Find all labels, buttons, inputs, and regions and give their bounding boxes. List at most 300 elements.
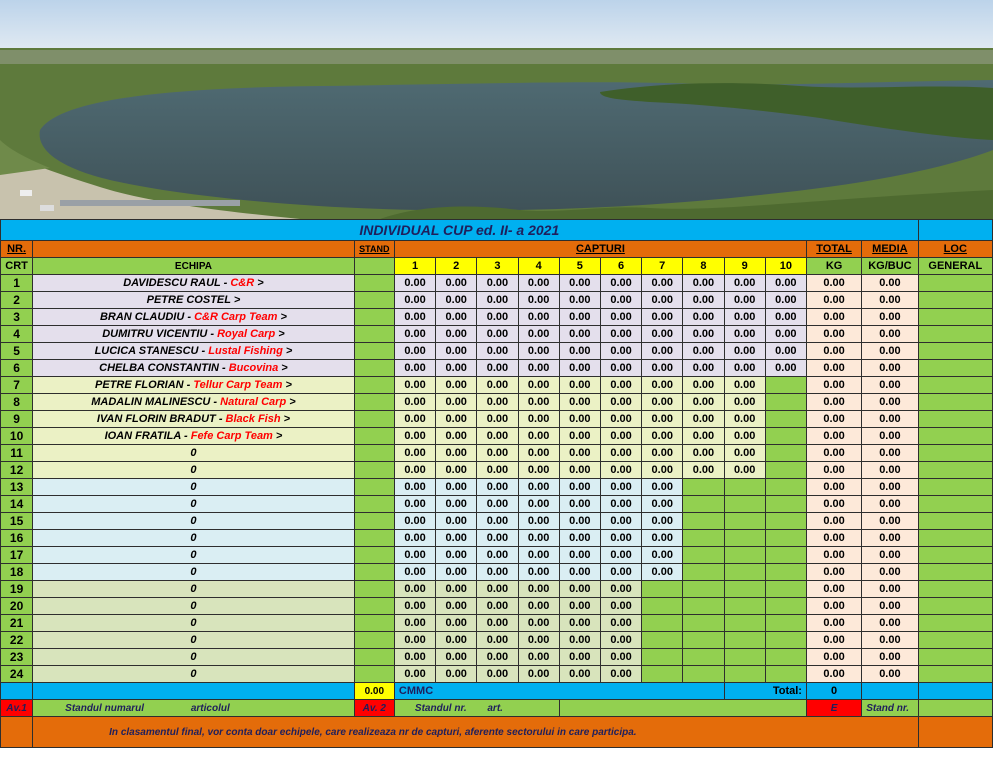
table-row — [1, 530, 993, 547]
capture-cell: 0.00 — [477, 632, 518, 649]
capture-cell: 0.00 — [518, 445, 559, 462]
empty-capture-cell — [642, 598, 683, 615]
capture-cell: 0.00 — [559, 275, 600, 292]
participant-name-cell — [33, 666, 355, 683]
capture-cell: 0.00 — [477, 377, 518, 394]
participant-name: 0 — [190, 446, 197, 459]
capture-cell: 0.00 — [600, 462, 641, 479]
capture-cell: 0.00 — [724, 292, 765, 309]
capture-cell: 0.00 — [683, 428, 724, 445]
empty-capture-cell — [724, 615, 765, 632]
capture-cell: 0.00 — [683, 275, 724, 292]
media-cell: 0.00 — [862, 394, 918, 411]
empty-capture-cell — [765, 411, 806, 428]
capture-cell: 0.00 — [724, 377, 765, 394]
capture-cell: 0.00 — [559, 530, 600, 547]
capture-cell: 0.00 — [518, 615, 559, 632]
capture-cell: 0.00 — [394, 411, 435, 428]
row-number: 10 — [1, 428, 33, 445]
capture-cell: 0.00 — [436, 530, 477, 547]
standul-nr-cell — [394, 700, 559, 717]
capture-cell: 0.00 — [518, 377, 559, 394]
loc-cell — [918, 496, 992, 513]
loc-cell — [918, 598, 992, 615]
capture-cell: 0.00 — [642, 394, 683, 411]
participant-name: 0 — [190, 650, 197, 663]
empty-capture-cell — [765, 377, 806, 394]
participant-name: 0 — [190, 582, 197, 595]
capture-col-1: 1 — [394, 258, 435, 275]
capture-cell: 0.00 — [518, 275, 559, 292]
crt-header: CRT — [1, 258, 33, 275]
capture-cell: 0.00 — [394, 598, 435, 615]
participant-name: 0 — [190, 514, 197, 527]
loc-header: LOC — [918, 241, 992, 258]
table-row — [1, 496, 993, 513]
capture-cell: 0.00 — [600, 547, 641, 564]
empty-capture-cell — [642, 581, 683, 598]
capture-cell: 0.00 — [518, 496, 559, 513]
empty-capture-cell — [765, 394, 806, 411]
participant-name-cell — [33, 547, 355, 564]
title-row — [1, 220, 993, 241]
note-row — [1, 717, 993, 748]
capture-cell: 0.00 — [683, 360, 724, 377]
participant-name: 0 — [190, 599, 197, 612]
capture-cell: 0.00 — [436, 666, 477, 683]
stand-cell — [354, 428, 394, 445]
media-cell: 0.00 — [862, 275, 918, 292]
capture-cell: 0.00 — [600, 564, 641, 581]
capture-cell: 0.00 — [683, 445, 724, 462]
total-kg-cell: 0.00 — [806, 377, 861, 394]
stand-cell — [354, 496, 394, 513]
row-arrow: > — [286, 395, 296, 408]
capture-cell: 0.00 — [436, 598, 477, 615]
row-number: 4 — [1, 326, 33, 343]
row-number: 5 — [1, 343, 33, 360]
capture-cell: 0.00 — [436, 649, 477, 666]
capture-cell: 0.00 — [394, 445, 435, 462]
loc-cell — [918, 377, 992, 394]
empty-capture-cell — [765, 513, 806, 530]
empty-capture-cell — [765, 496, 806, 513]
capture-cell: 0.00 — [724, 326, 765, 343]
row-arrow: > — [282, 378, 292, 391]
empty-capture-cell — [765, 581, 806, 598]
capture-cell: 0.00 — [642, 445, 683, 462]
loc-cell — [918, 632, 992, 649]
capture-cell: 0.00 — [394, 513, 435, 530]
capture-cell: 0.00 — [765, 292, 806, 309]
capture-cell: 0.00 — [477, 615, 518, 632]
row-number: 17 — [1, 547, 33, 564]
capture-cell: 0.00 — [394, 360, 435, 377]
media-cell: 0.00 — [862, 326, 918, 343]
capture-cell: 0.00 — [559, 513, 600, 530]
participant-name: CHELBA CONSTANTIN - — [99, 361, 229, 374]
table-row — [1, 360, 993, 377]
capture-cell: 0.00 — [642, 513, 683, 530]
capture-col-10: 10 — [765, 258, 806, 275]
capture-cell: 0.00 — [477, 598, 518, 615]
empty-capture-cell — [683, 615, 724, 632]
capture-cell: 0.00 — [642, 411, 683, 428]
media-cell: 0.00 — [862, 666, 918, 683]
empty-capture-cell — [724, 530, 765, 547]
capture-cell: 0.00 — [436, 496, 477, 513]
capture-cell: 0.00 — [518, 564, 559, 581]
capture-cell: 0.00 — [724, 275, 765, 292]
empty-capture-cell — [683, 598, 724, 615]
loc-cell — [918, 513, 992, 530]
table-row — [1, 343, 993, 360]
capture-cell: 0.00 — [559, 343, 600, 360]
loc-cell — [918, 564, 992, 581]
capture-cell: 0.00 — [683, 326, 724, 343]
empty-capture-cell — [765, 632, 806, 649]
empty-capture-cell — [683, 649, 724, 666]
capture-cell: 0.00 — [600, 479, 641, 496]
cmmc-label: CMMC — [394, 683, 724, 700]
header-row-2 — [1, 258, 993, 275]
capture-cell: 0.00 — [436, 632, 477, 649]
participant-name-cell — [33, 513, 355, 530]
team-name: C&R — [230, 276, 255, 289]
empty-capture-cell — [683, 581, 724, 598]
capture-cell: 0.00 — [477, 343, 518, 360]
capture-cell: 0.00 — [600, 666, 641, 683]
capture-cell: 0.00 — [642, 496, 683, 513]
empty-capture-cell — [683, 530, 724, 547]
stand-header: STAND — [354, 241, 394, 258]
total-kg-cell: 0.00 — [806, 530, 861, 547]
table-row — [1, 377, 993, 394]
capture-cell: 0.00 — [436, 411, 477, 428]
row-number: 20 — [1, 598, 33, 615]
capture-cell: 0.00 — [436, 445, 477, 462]
participant-name-cell — [33, 581, 355, 598]
loc-cell — [918, 275, 992, 292]
capture-cell: 0.00 — [436, 309, 477, 326]
capture-cell: 0.00 — [436, 326, 477, 343]
capture-cell: 0.00 — [600, 360, 641, 377]
capture-cell: 0.00 — [477, 564, 518, 581]
row-number: 15 — [1, 513, 33, 530]
capture-cell: 0.00 — [477, 411, 518, 428]
capture-cell: 0.00 — [477, 292, 518, 309]
participant-name-cell — [33, 411, 355, 428]
capture-cell: 0.00 — [436, 615, 477, 632]
media-cell: 0.00 — [862, 598, 918, 615]
empty-capture-cell — [724, 649, 765, 666]
capture-cell: 0.00 — [436, 275, 477, 292]
participant-name: BRAN CLAUDIU - — [99, 310, 195, 323]
row-number: 14 — [1, 496, 33, 513]
capture-cell: 0.00 — [518, 360, 559, 377]
row-number: 13 — [1, 479, 33, 496]
participant-name-cell — [33, 649, 355, 666]
participant-name: IOAN FRATILA - — [104, 429, 191, 442]
capture-cell: 0.00 — [683, 292, 724, 309]
capture-cell: 0.00 — [518, 343, 559, 360]
capture-cell: 0.00 — [559, 496, 600, 513]
capture-cell: 0.00 — [436, 479, 477, 496]
total-kg-cell: 0.00 — [806, 564, 861, 581]
row-number: 24 — [1, 666, 33, 683]
participant-name-cell — [33, 445, 355, 462]
capture-cell: 0.00 — [559, 377, 600, 394]
capture-cell: 0.00 — [394, 581, 435, 598]
total-kg-cell: 0.00 — [806, 632, 861, 649]
loc-cell — [918, 309, 992, 326]
table-row — [1, 632, 993, 649]
page-title: INDIVIDUAL CUP ed. II- a 2021 — [1, 220, 919, 241]
capture-cell: 0.00 — [477, 530, 518, 547]
loc-cell — [918, 343, 992, 360]
participant-name: PETRE COSTEL > — [146, 293, 241, 306]
media-cell: 0.00 — [862, 513, 918, 530]
participant-name: 0 — [190, 531, 197, 544]
stand-cell — [354, 360, 394, 377]
capture-cell: 0.00 — [600, 326, 641, 343]
table-row — [1, 292, 993, 309]
team-name: Natural Carp — [220, 395, 287, 408]
media-cell: 0.00 — [862, 615, 918, 632]
participant-name: 0 — [190, 565, 197, 578]
participant-name-cell — [33, 309, 355, 326]
loc-cell — [918, 462, 992, 479]
capture-cell: 0.00 — [559, 428, 600, 445]
capture-cell: 0.00 — [436, 564, 477, 581]
capture-cell: 0.00 — [600, 309, 641, 326]
capture-cell: 0.00 — [559, 479, 600, 496]
lake-landscape-image — [0, 0, 993, 219]
capture-cell: 0.00 — [724, 309, 765, 326]
capture-cell: 0.00 — [518, 547, 559, 564]
table-row — [1, 598, 993, 615]
participant-name: 0 — [190, 463, 197, 476]
capture-cell: 0.00 — [724, 343, 765, 360]
capture-cell: 0.00 — [724, 411, 765, 428]
capture-cell: 0.00 — [518, 428, 559, 445]
participant-name: DUMITRU VICENTIU - — [102, 327, 218, 340]
participant-name: IVAN FLORIN BRADUT - — [96, 412, 226, 425]
empty-capture-cell — [683, 564, 724, 581]
row-arrow: > — [280, 412, 291, 425]
capture-cell: 0.00 — [436, 394, 477, 411]
av1-label: Av.1 — [1, 700, 33, 717]
standul-nr-label: Standul nr. — [414, 702, 467, 714]
capture-cell: 0.00 — [477, 428, 518, 445]
total-kg-cell: 0.00 — [806, 666, 861, 683]
stand-cell — [354, 598, 394, 615]
participant-name-cell — [33, 615, 355, 632]
table-row — [1, 309, 993, 326]
empty-capture-cell — [765, 615, 806, 632]
stand-cell — [354, 326, 394, 343]
table-row — [1, 445, 993, 462]
total-kg-cell: 0.00 — [806, 479, 861, 496]
row-number: 19 — [1, 581, 33, 598]
header-row-1 — [1, 241, 993, 258]
table-row — [1, 547, 993, 564]
capture-cell: 0.00 — [518, 411, 559, 428]
stand-cell — [354, 513, 394, 530]
capture-cell: 0.00 — [559, 666, 600, 683]
kg-header: KG — [806, 258, 861, 275]
table-row — [1, 326, 993, 343]
table-row — [1, 513, 993, 530]
empty-capture-cell — [724, 513, 765, 530]
lake-photo — [0, 0, 993, 219]
capture-cell: 0.00 — [559, 360, 600, 377]
empty-capture-cell — [765, 666, 806, 683]
total-kg-cell: 0.00 — [806, 275, 861, 292]
row-number: 12 — [1, 462, 33, 479]
capture-cell: 0.00 — [765, 343, 806, 360]
loc-cell — [918, 615, 992, 632]
capture-cell: 0.00 — [518, 581, 559, 598]
participant-name-cell — [33, 394, 355, 411]
capture-cell: 0.00 — [477, 513, 518, 530]
art-label: art. — [487, 702, 503, 714]
empty-capture-cell — [642, 632, 683, 649]
participant-name-cell — [33, 428, 355, 445]
capture-cell: 0.00 — [724, 462, 765, 479]
row-arrow: > — [278, 361, 288, 374]
participant-name: 0 — [190, 667, 197, 680]
capture-cell: 0.00 — [559, 309, 600, 326]
total-kg-cell: 0.00 — [806, 428, 861, 445]
capture-col-7: 7 — [642, 258, 683, 275]
capture-cell: 0.00 — [477, 394, 518, 411]
capture-cell: 0.00 — [436, 513, 477, 530]
capture-cell: 0.00 — [559, 292, 600, 309]
capture-cell: 0.00 — [394, 547, 435, 564]
participant-name-cell — [33, 632, 355, 649]
capture-col-4: 4 — [518, 258, 559, 275]
stand-cell — [354, 581, 394, 598]
participant-name-cell — [33, 598, 355, 615]
total-kg-cell: 0.00 — [806, 513, 861, 530]
total-kg-cell: 0.00 — [806, 615, 861, 632]
table-row — [1, 581, 993, 598]
team-name: Fefe Carp Team — [190, 429, 273, 442]
loc-cell — [918, 530, 992, 547]
empty-capture-cell — [765, 564, 806, 581]
loc-cell — [918, 326, 992, 343]
capture-cell: 0.00 — [394, 428, 435, 445]
summary-row — [1, 683, 993, 700]
capture-cell: 0.00 — [394, 343, 435, 360]
empty-capture-cell — [765, 649, 806, 666]
total-kg-cell: 0.00 — [806, 360, 861, 377]
empty-capture-cell — [765, 598, 806, 615]
table-row — [1, 649, 993, 666]
capture-cell: 0.00 — [518, 292, 559, 309]
stand-cell — [354, 479, 394, 496]
capture-cell: 0.00 — [642, 326, 683, 343]
capture-cell: 0.00 — [518, 394, 559, 411]
loc-cell — [918, 666, 992, 683]
team-name: Royal Carp — [217, 327, 276, 340]
capture-cell: 0.00 — [394, 530, 435, 547]
capture-cell: 0.00 — [518, 479, 559, 496]
participant-name-cell — [33, 496, 355, 513]
empty-capture-cell — [642, 666, 683, 683]
capture-cell: 0.00 — [394, 394, 435, 411]
participant-name: LUCICA STANESCU - — [94, 344, 209, 357]
nr-header: NR. — [1, 241, 33, 258]
loc-cell — [918, 581, 992, 598]
row-number: 21 — [1, 615, 33, 632]
stand-cell — [354, 445, 394, 462]
capture-cell: 0.00 — [518, 513, 559, 530]
capture-cell: 0.00 — [518, 530, 559, 547]
capture-cell: 0.00 — [683, 462, 724, 479]
team-name: Tellur Carp Team — [193, 378, 283, 391]
capture-cell: 0.00 — [394, 666, 435, 683]
capture-cell: 0.00 — [642, 428, 683, 445]
capture-cell: 0.00 — [436, 581, 477, 598]
capture-cell: 0.00 — [642, 292, 683, 309]
media-cell: 0.00 — [862, 479, 918, 496]
capture-cell: 0.00 — [600, 343, 641, 360]
capture-cell: 0.00 — [518, 462, 559, 479]
row-arrow: > — [277, 310, 287, 323]
media-cell: 0.00 — [862, 632, 918, 649]
capture-cell: 0.00 — [724, 445, 765, 462]
row-number: 3 — [1, 309, 33, 326]
total-kg-cell: 0.00 — [806, 394, 861, 411]
row-number: 16 — [1, 530, 33, 547]
kgbuc-header: KG/BUC — [862, 258, 918, 275]
capture-cell: 0.00 — [394, 479, 435, 496]
capture-cell: 0.00 — [477, 666, 518, 683]
capture-cell: 0.00 — [436, 343, 477, 360]
table-row — [1, 462, 993, 479]
capture-cell: 0.00 — [436, 428, 477, 445]
capture-cell: 0.00 — [600, 377, 641, 394]
capture-cell: 0.00 — [600, 632, 641, 649]
rules-note: In clasamentul final, vor conta doar echipele, care realizeaza nr de capturi, aferente sectorului in care participa. — [33, 717, 918, 748]
empty-capture-cell — [683, 496, 724, 513]
capture-cell: 0.00 — [559, 326, 600, 343]
capture-cell: 0.00 — [559, 411, 600, 428]
capture-col-3: 3 — [477, 258, 518, 275]
participant-name-cell — [33, 326, 355, 343]
empty-capture-cell — [724, 479, 765, 496]
total-kg-cell: 0.00 — [806, 598, 861, 615]
empty-capture-cell — [765, 428, 806, 445]
row-number: 9 — [1, 411, 33, 428]
capture-cell: 0.00 — [559, 632, 600, 649]
table-row — [1, 428, 993, 445]
participant-name-cell — [33, 343, 355, 360]
capture-cell: 0.00 — [724, 360, 765, 377]
participant-name: 0 — [190, 480, 197, 493]
standul-numarul-cell — [33, 700, 355, 717]
table-row — [1, 275, 993, 292]
capture-cell: 0.00 — [642, 275, 683, 292]
media-cell: 0.00 — [862, 530, 918, 547]
capture-cell: 0.00 — [477, 275, 518, 292]
capture-cell: 0.00 — [683, 343, 724, 360]
participant-name: 0 — [190, 616, 197, 629]
capture-cell: 0.00 — [559, 581, 600, 598]
capture-cell: 0.00 — [600, 581, 641, 598]
